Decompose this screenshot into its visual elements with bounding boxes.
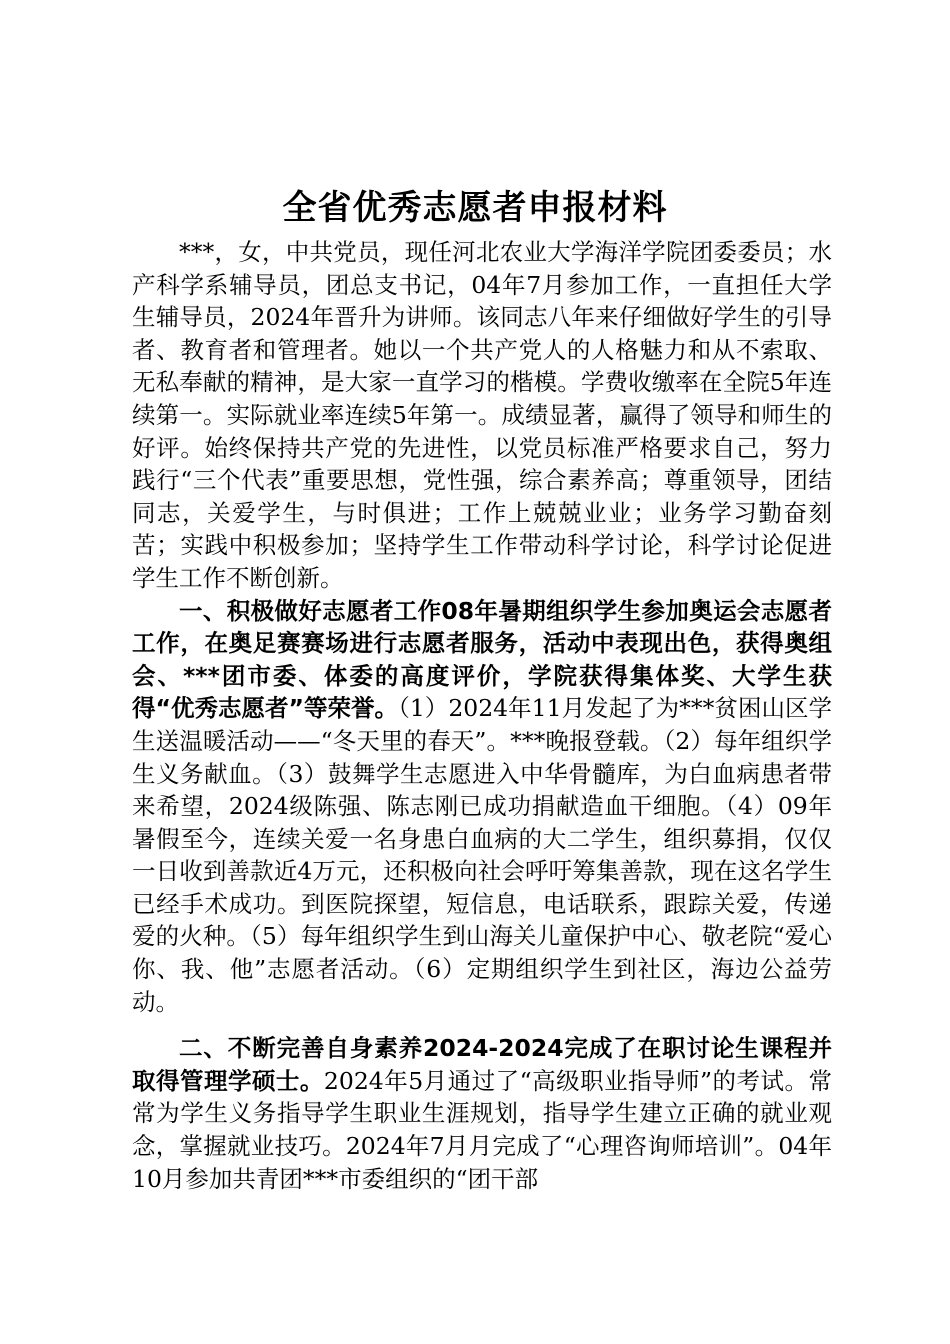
document-body: [132, 236, 832, 1195]
paragraph-lead: 二、不断完善自身素养2024-2024完成了在职讨论生课程并取得管理学硕士。: [132, 1034, 832, 1095]
paragraph-volunteer-work: [132, 595, 832, 1019]
paragraph-lead: 一、积极做好志愿者工作08年暑期组织学生参加奥运会志愿者工作，在奥足赛赛场进行志愿者服务，活动中表现出色，获得奥组会、***团市委、体委的高度评价，学院获得集体奖、大学生获得“优秀志愿者”等荣誉。: [132, 596, 832, 723]
paragraph-text: ***，女，中共党员，现任河北农业大学海洋学院团委委员；水产科学系辅导员，团总支书记，04年7月参加工作，一直担任大学生辅导员，2024年晋升为讲师。该同志八年来仔细做好学生的引导者、教育者和管理者。她以一个共产党人的人格魅力和从不索取、无私奉献的精神，是大家一直学习的楷模。学费收缴率在全院5年连续第一。实际就业率连续5年第一。成绩显著，赢得了领导和师生的好评。始终保持共产党的先进性，以党员标准严格要求自己，努力践行“三个代表”重要思想，党性强，综合素养高；尊重领导，团结同志，关爱学生，与时俱进；工作上兢兢业业；业务学习勤奋刻苦；实践中积极参加；坚持学生工作带动科学讨论，科学讨论促进学生工作不断创新。: [132, 238, 832, 592]
paragraph-self-improvement: [132, 1032, 832, 1195]
paragraph-text: （1）2024年11月发起了为***贫困山区学生送温暖活动——“冬天里的春天”。***晚报登载。（2）每年组织学生义务献血。（3）鼓舞学生志愿进入中华骨髓库，为白血病患者带来希望，2024级陈强、陈志刚已成功捐献造血干细胞。（4）09年暑假至今，连续关爱一名身患白血病的大二学生，组织募捐，仅仅一日收到善款近4万元，还积极向社会呼吁筹集善款，现在这名学生已经手术成功。到医院探望，短信息，电话联系，跟踪关爱，传递爱的火种。（5）每年组织学生到山海关儿童保护中心、敬老院“爱心你、我、他”志愿者活动。（6）定期组织学生到社区，海边公益劳动。: [132, 694, 832, 1016]
paragraph-text: 2024年5月通过了“高级职业指导师”的考试。常常为学生义务指导学生职业生涯规划，指导学生建立正确的就业观念，掌握就业技巧。2024年7月月完成了“心理咨询师培训”。04年10月参加共青团***市委组织的“团干部: [132, 1066, 832, 1193]
paragraph-intro: [132, 236, 832, 595]
document-title: 全省优秀志愿者申报材料: [282, 188, 668, 228]
